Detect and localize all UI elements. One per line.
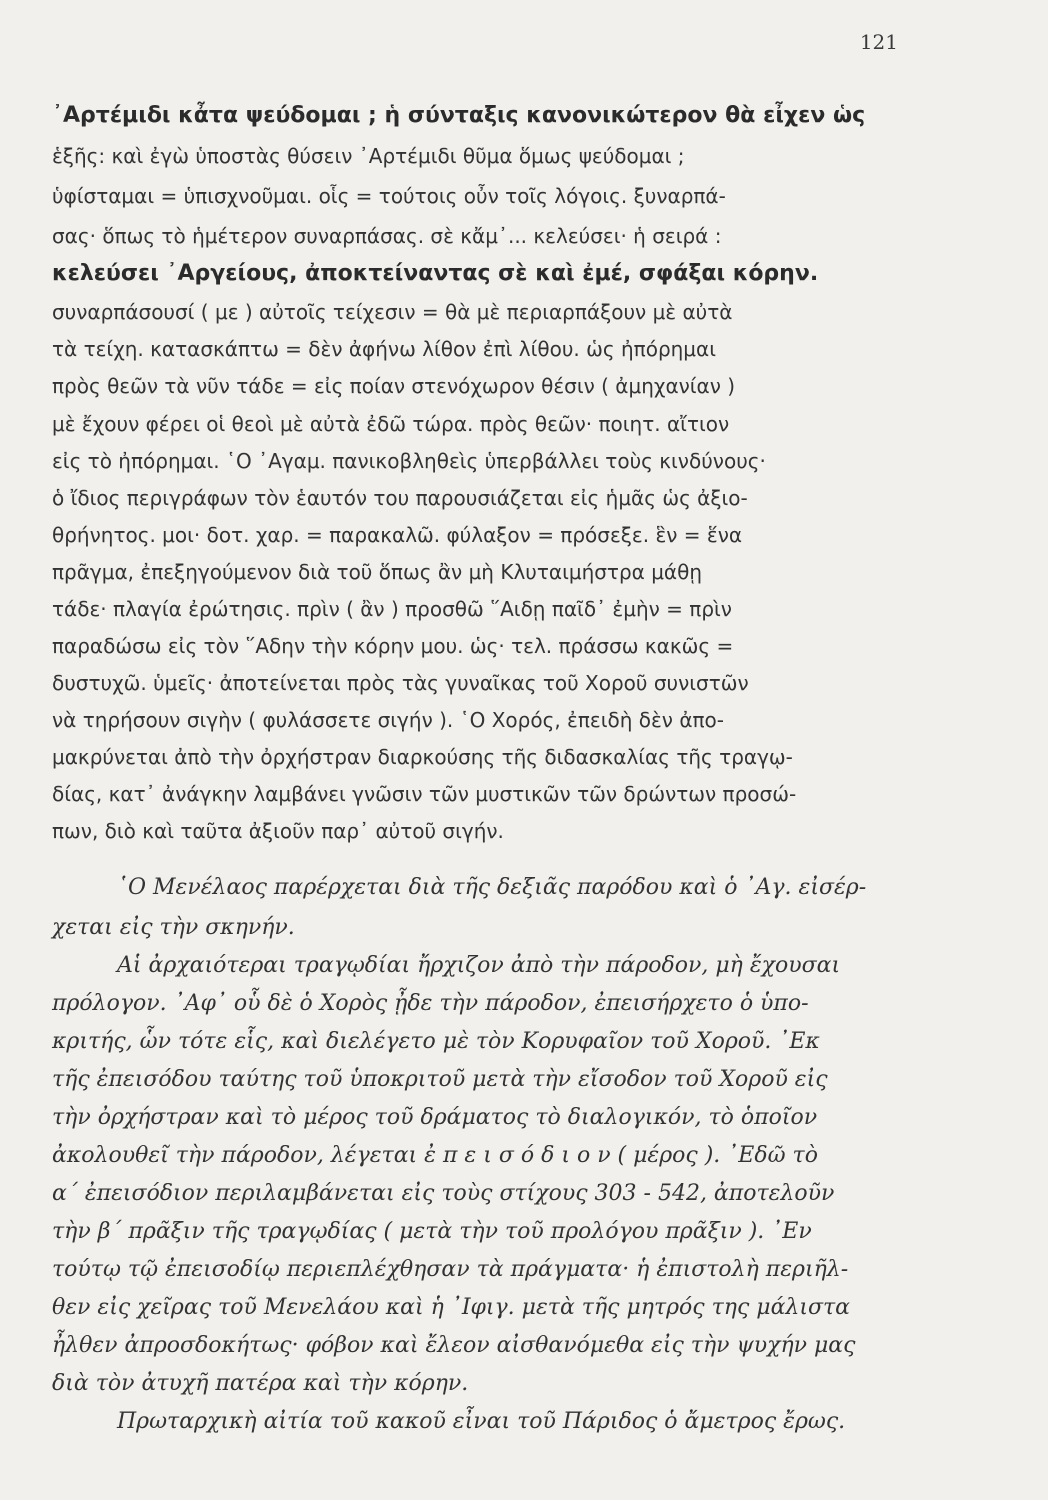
italic-line: ἦλθεν ἀπροσδοκήτως· φόβον καὶ ἔλεον αἰσθανόμεθα εἰς τὴν ψυχήν μας xyxy=(52,1333,856,1358)
commentary-line: τάδε· πλαγία ἐρώτησις. πρὶν ( ἂν ) προσθῶ ῞Αιδῃ παῖδ᾿ ἐμὴν = πρὶν xyxy=(52,597,732,621)
italic-line: Αἱ ἀρχαιότεραι τραγῳδίαι ἤρχιζον ἀπὸ τὴν πάροδον, μὴ ἔχουσαι xyxy=(117,953,841,978)
italic-line: ῾Ο Μενέλαος παρέρχεται διὰ τῆς δεξιᾶς παρόδου καὶ ὁ ᾿Αγ. εἰσέρ- xyxy=(117,875,867,900)
italic-line: κριτής, ὧν τότε εἷς, καὶ διελέγετο μὲ τὸν Κορυφαῖον τοῦ Χοροῦ. ᾿Εκ xyxy=(52,1029,820,1054)
italic-line: θεν εἰς χεῖρας τοῦ Μενελάου καὶ ἡ ᾿Ιφιγ. μετὰ τῆς μητρός της μάλιστα xyxy=(52,1295,851,1320)
commentary-line: θρήνητος. μοι· δοτ. χαρ. = παρακαλῶ. φύλαξον = πρόσεξε. ἓν = ἕνα xyxy=(52,523,743,547)
italic-line: τὴν β΄ πρᾶξιν τῆς τραγῳδίας ( μετὰ τὴν τοῦ προλόγου πρᾶξιν ). ᾿Εν xyxy=(52,1219,812,1244)
commentary-line: τὰ τείχη. κατασκάπτω = δὲν ἀφήνω λίθον ἐπὶ λίθου. ὡς ἠπόρημαι xyxy=(52,337,716,361)
italic-line: χεται εἰς τὴν σκηνήν. xyxy=(52,915,295,940)
italic-line: Πρωταρχικὴ αἰτία τοῦ κακοῦ εἶναι τοῦ Πάριδος ὁ ἄμετρος ἔρως. xyxy=(117,1409,846,1434)
commentary-line: ὁ ἴδιος περιγράφων τὸν ἑαυτόν του παρουσιάζεται εἰς ἡμᾶς ὡς ἀξιο- xyxy=(52,486,748,510)
commentary-line: ἑξῆς: καὶ ἐγὼ ὑποστὰς θύσειν ᾿Αρτέμιδι θῦμα ὅμως ψεύδομαι ; xyxy=(52,144,685,168)
commentary-line: δίας, κατ᾿ ἀνάγκην λαμβάνει γνῶσιν τῶν μυστικῶν τῶν δρώντων προσώ- xyxy=(52,782,797,806)
commentary-line: ᾿Αρτέμιδι κἆτα ψεύδομαι ; ἡ σύνταξις κανονικώτερον θὰ εἶχεν ὡς xyxy=(52,103,866,128)
italic-line: τούτῳ τῷ ἐπεισοδίῳ περιεπλέχθησαν τὰ πράγματα· ἡ ἐπιστολὴ περιῆλ- xyxy=(52,1257,849,1282)
italic-line: ἀκολουθεῖ τὴν πάροδον, λέγεται ἐ π ε ι σ ό δ ι ο ν ( μέρος ). ᾿Εδῶ τὸ xyxy=(52,1143,818,1168)
commentary-line: δυστυχῶ. ὑμεῖς· ἀποτείνεται πρὸς τὰς γυναῖκας τοῦ Χοροῦ συνιστῶν xyxy=(52,671,749,695)
italic-line: πρόλογον. ᾿Αφ᾿ οὗ δὲ ὁ Χορὸς ᾖδε τὴν πάροδον, ἐπεισήρχετο ὁ ὑπο- xyxy=(52,991,809,1016)
italic-line: τῆς ἐπεισόδου ταύτης τοῦ ὑποκριτοῦ μετὰ τὴν εἴσοδον τοῦ Χοροῦ εἰς xyxy=(52,1067,828,1092)
commentary-line: παραδώσω εἰς τὸν ῞Αδην τὴν κόρην μου. ὡς· τελ. πράσσω κακῶς = xyxy=(52,634,734,658)
italic-line: τὴν ὀρχήστραν καὶ τὸ μέρος τοῦ δράματος τὸ διαλογικόν, τὸ ὁποῖον xyxy=(52,1105,818,1130)
commentary-line: σας· ὅπως τὸ ἡμέτερον συναρπάσας. σὲ κἄμ᾿... κελεύσει· ἡ σειρά : xyxy=(52,224,722,248)
commentary-line: συναρπάσουσί ( με ) αὐτοῖς τείχεσιν = θὰ μὲ περιαρπάξουν μὲ αὐτὰ xyxy=(52,300,733,324)
commentary-line: πρᾶγμα, ἐπεξηγούμενον διὰ τοῦ ὅπως ἂν μὴ Κλυταιμήστρα μάθῃ xyxy=(52,560,703,584)
italic-line: διὰ τὸν ἀτυχῆ πατέρα καὶ τὴν κόρην. xyxy=(52,1371,469,1396)
page-number: 121 xyxy=(859,30,898,54)
commentary-line: εἰς τὸ ἠπόρημαι. ῾Ο ᾿Αγαμ. πανικοβληθεὶς ὑπερβάλλει τοὺς κινδύνους· xyxy=(52,449,766,473)
commentary-line: κελεύσει ᾿Αργείους, ἀποκτείναντας σὲ καὶ ἐμέ, σφάξαι κόρην. xyxy=(52,261,819,286)
commentary-line: ὑφίσταμαι = ὑπισχνοῦμαι. οἷς = τούτοις οὖν τοῖς λόγοις. ξυναρπά- xyxy=(52,184,726,208)
commentary-line: νὰ τηρήσουν σιγὴν ( φυλάσσετε σιγήν ). ῾Ο Χορός, ἐπειδὴ δὲν ἀπο- xyxy=(52,708,724,732)
commentary-line: μακρύνεται ἀπὸ τὴν ὀρχήστραν διαρκούσης τῆς διδασκαλίας τῆς τραγῳ- xyxy=(52,745,793,769)
commentary-line: πρὸς θεῶν τὰ νῦν τάδε = εἰς ποίαν στενόχωρον θέσιν ( ἀμηχανίαν ) xyxy=(52,374,736,398)
italic-line: α΄ ἐπεισόδιον περιλαμβάνεται εἰς τοὺς στίχους 303 - 542, ἀποτελοῦν xyxy=(52,1181,835,1206)
commentary-line: μὲ ἔχουν φέρει οἱ θεοὶ μὲ αὐτὰ ἐδῶ τώρα. πρὸς θεῶν· ποιητ. αἴτιον xyxy=(52,412,730,436)
commentary-line: πων, διὸ καὶ ταῦτα ἀξιοῦν παρ᾿ αὐτοῦ σιγήν. xyxy=(52,819,504,843)
